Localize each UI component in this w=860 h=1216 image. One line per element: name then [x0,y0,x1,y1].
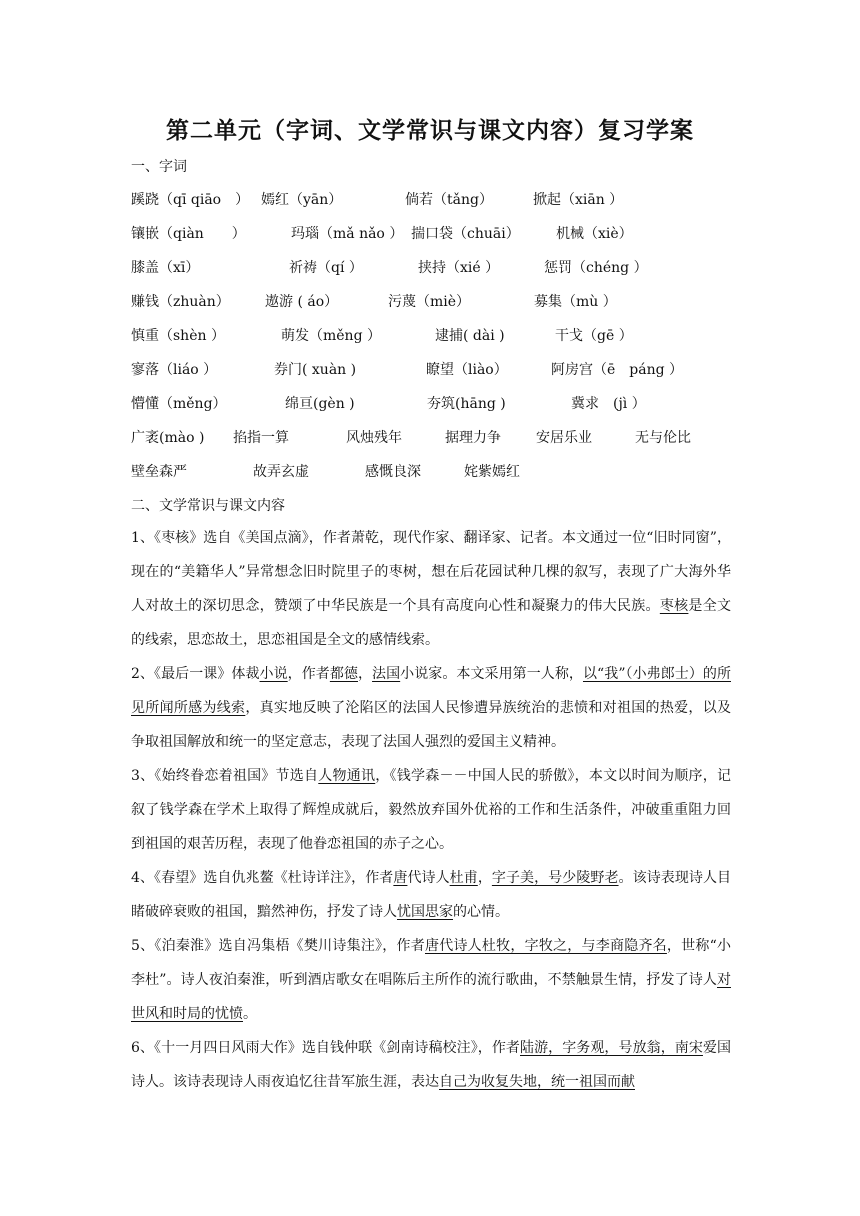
vocab-row [131,325,751,345]
vocab-item: 募集（mù ） [534,294,617,310]
vocab-item: 膝盖（xī） [131,260,200,276]
vocab-item: 掀起（xiān ） [533,192,624,208]
vocab-item: 故弄玄虚 [253,464,309,480]
vocab-item: 慎重（shèn ） [131,328,225,344]
vocab-item: 挟持（xié ） [418,260,500,276]
vocab-item: 券门( xuàn ) [274,362,357,378]
vocab-item: 风烛残年 [346,430,402,446]
vocab-row [131,223,751,243]
vocab-row [131,257,751,277]
paragraph-1 [131,521,731,657]
vocab-item: 安居乐业 [536,430,592,446]
underlined-text: 唐代诗人杜牧，字牧之，与李商隐齐名 [424,938,667,954]
vocab-row [131,461,751,481]
vocab-item: 揣口袋（chuāi） [411,226,520,242]
vocab-item: 壁垒森严 [131,464,187,480]
page-title: 第二单元（字词、文学常识与课文内容）复习学案 [166,118,694,144]
paragraph-text: 1、《枣核》选自《美国点滴》，作者萧乾，现代作家、翻译家、记者。本文通过一位“旧时同窗”，现在的“美籍华人”异常想念旧时院里子的枣树，想在后花园试种几棵的叙写，表现了广大海外华人对故土的深切思念，赞颂了中华民族是一个具有高度向心性和凝聚力的伟大民族。 [131,530,731,614]
section-heading-vocabulary: 一、字词 [131,159,187,175]
paragraph-text: ，真实地反映了沦陷区的法国人民惨遭异族统治的悲愤和对祖国的热爱，以及争取祖国解放和统一的坚定意志，表现了法国人强烈的爱国主义精神。 [131,700,732,750]
paragraph-text: 。该诗表现诗人目睹破碎衰败的祖国，黯然神伤，抒发了诗人 [131,870,732,920]
underlined-text: 对世风和时局的忧愤 [131,972,731,1022]
vocab-item: 瞭望（liào） [426,362,508,378]
paragraph-6 [131,1031,731,1099]
vocab-item: 污蔑（miè） [388,294,471,310]
paragraph-text: 4、《春望》选自仇兆鳌《杜诗详注》，作者 [131,870,394,886]
paragraph-text: ， [477,870,492,886]
paragraph-text: 2、《最后一课》体裁 [131,666,260,682]
underlined-text: 唐 [393,870,408,886]
paragraph-text: 是全文的线索，思恋故土，思恋祖国是全文的感情线索。 [131,598,732,648]
vocab-item: 蹊跷（qī qiāo ） [131,192,250,208]
underlined-text: 杜甫 [449,870,478,886]
paragraph-text: ，《钱学森－－中国人民的骄傲》，本文以时间为顺序，记叙了钱学森在学术上取得了辉煌成就后，毅然放弃国外优裕的工作和生活条件，冲破重重阻力回到祖国的艰苦历程，表现了他眷恋祖国的赤子之心。 [131,768,732,852]
paragraph-text: ，作者 [287,666,330,682]
vocab-row [131,427,751,447]
vocab-item: 玛瑙（mǎ nǎo ） [291,226,404,242]
paragraph-5 [131,929,731,1031]
vocab-row [131,291,751,311]
underlined-text: 小说 [259,666,288,682]
paragraph-text: ，世称“小李杜”。诗人夜泊秦淮，听到酒店歌女在唱陈后主所作的流行歌曲，不禁触景生情，抒发了诗人 [131,938,731,988]
vocab-item: 萌发（měng ） [281,328,381,344]
vocab-item: 机械（xiè） [556,226,633,242]
vocab-item: 干戈（gē ） [555,328,633,344]
vocab-item: 夯筑(hāng ) [427,396,506,412]
vocab-row [131,359,751,379]
underlined-text: 枣核 [659,598,689,614]
vocab-item: 逮捕( dài ) [435,328,505,344]
underlined-text: 忧国思家 [397,904,453,920]
vocab-item: 绵亘(gèn ) [285,396,355,412]
paragraph-text: 。 [243,1006,257,1022]
paragraph-4 [131,861,731,929]
paragraph-text: ， [357,666,373,682]
vocab-row [131,393,751,413]
vocab-item: 无与伦比 [635,430,691,446]
vocab-item: 广袤(mào ) [131,430,205,446]
vocab-item: 寥落（liáo ） [131,362,218,378]
vocab-row [131,189,751,209]
paragraph-text: 的心情。 [453,904,509,920]
vocab-item: 据理力争 [445,430,501,446]
vocab-item: 冀求 (jì ） [571,396,646,412]
underlined-text: 人物通讯 [318,768,376,784]
section-heading-literature: 二、文学常识与课文内容 [131,498,285,514]
vocab-item: 遨游 ( áo） [265,294,339,310]
vocab-item: 嫣红（yān） [261,192,343,208]
paragraph-text: 爱国诗人。该诗表现诗人雨夜追忆往昔军旅生涯，表达 [131,1040,732,1090]
underlined-text: 陆游，字务观，号放翁，南宋 [520,1040,703,1056]
underlined-text: 字子美，号少陵野老 [491,870,619,886]
vocab-item: 感慨良深 [365,464,421,480]
paragraph-text: 5、《泊秦淮》选自冯集梧《樊川诗集注》，作者 [131,938,425,954]
underlined-text: 以“我”（小弗郎士）的所见所闻所感为线索 [131,666,731,716]
paragraph-text: 3、《始终眷恋着祖国》节选自 [131,768,319,784]
vocab-item: 祈祷（qí ） [289,260,363,276]
vocab-item: 倘若（tǎng） [405,192,493,208]
underlined-text: 自己为收复失地，统一祖国而献 [439,1074,635,1090]
vocab-item: 掐指一算 [233,430,289,446]
paragraph-text: 代诗人 [407,870,450,886]
paragraph-3 [131,759,731,861]
paragraph-text: 6、《十一月四日风雨大作》选自钱仲联《剑南诗稿校注》，作者 [131,1040,520,1056]
vocab-item: 惩罚（chéng ） [544,260,648,276]
vocab-item: 姹紫嫣红 [464,464,520,480]
underlined-text: 都德 [329,666,358,682]
vocab-item: 阿房宫（ē páng ） [551,362,684,378]
vocab-item: 懵懂（měng） [131,396,227,412]
paragraph-2 [131,657,731,759]
vocab-item: 赚钱（zhuàn） [131,294,230,310]
vocab-item: 镶嵌（qiàn ） [131,226,246,242]
paragraph-text: 小说家。本文采用第一人称， [400,666,583,682]
underlined-text: 法国 [372,666,401,682]
